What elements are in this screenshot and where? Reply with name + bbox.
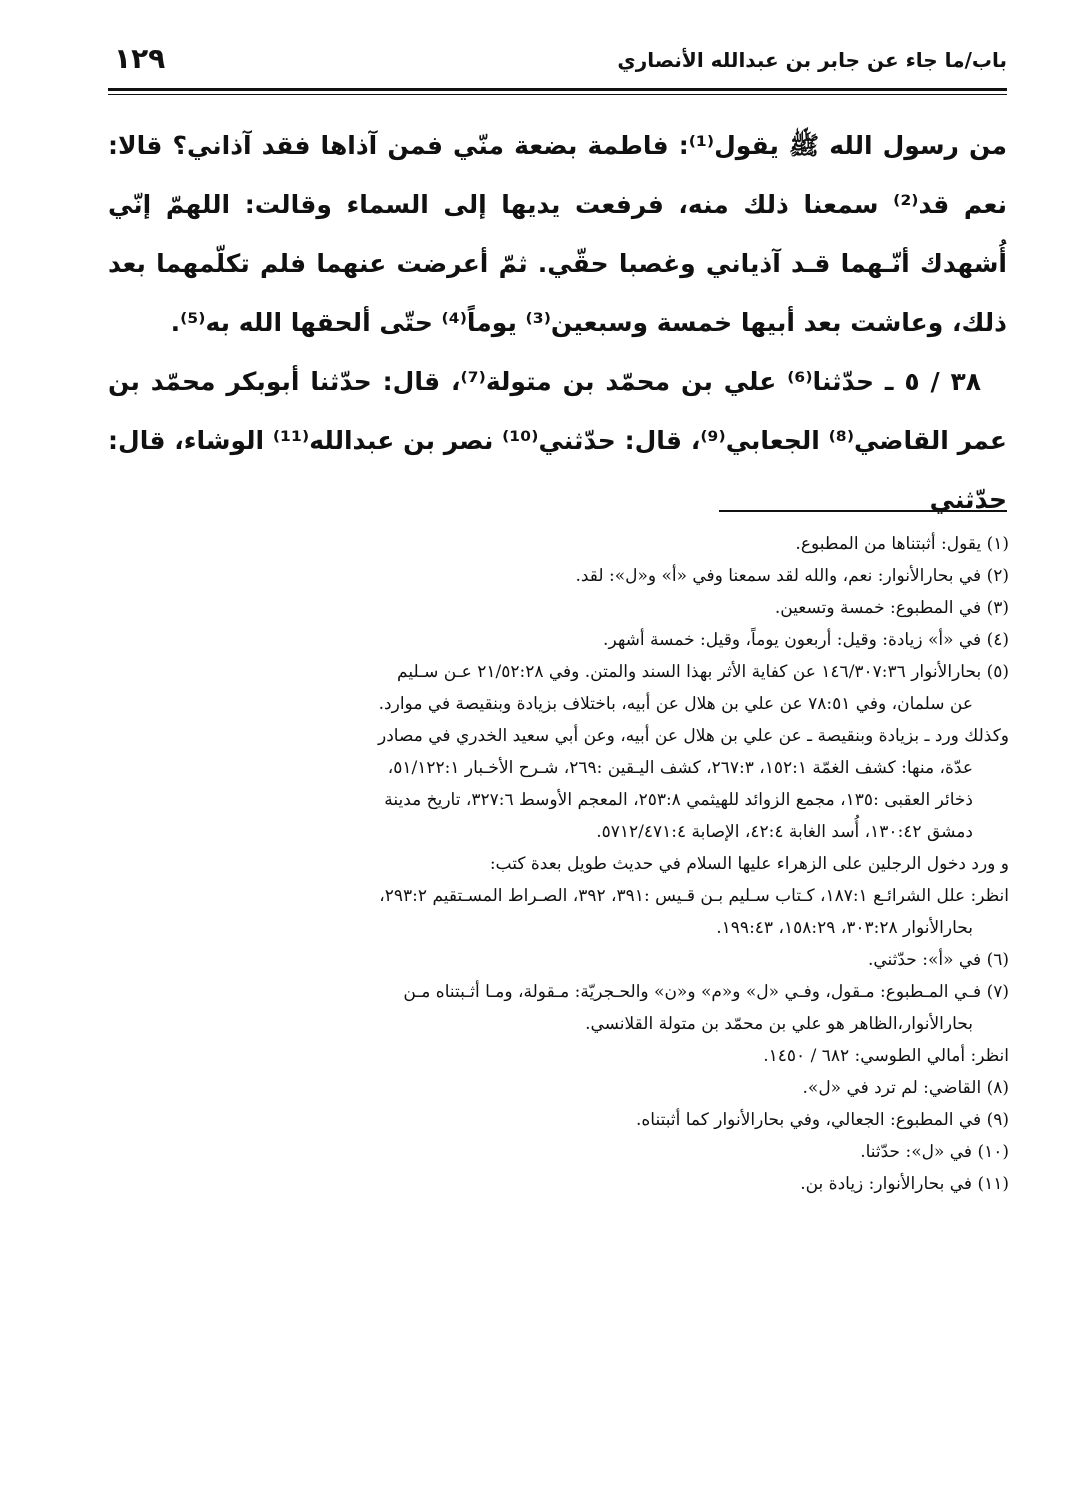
footnote: (٨) القاضي: لم ترد في «ل».: [802, 1078, 1009, 1098]
footnote: (٢) في بحارالأنوار: نعم، والله لقد سمعنا وفي «أ» و«ل»: لقد.: [575, 566, 1009, 586]
chapter-title: باب/ما جاء عن جابر بن عبدالله الأنصاري: [617, 48, 1007, 72]
footnote: (١٠) في «ل»: حدّثنا.: [860, 1142, 1009, 1162]
footnote: انظر: أمالي الطوسي: ٦٨٢ / ١٤٥٠.: [763, 1046, 1009, 1066]
footnote: (١١) في بحارالأنوار: زيادة بن.: [800, 1174, 1009, 1194]
main-text: [108, 116, 1007, 529]
main-paragraph: ٣٨ / ٥ ـ حدّثنا⁽⁶⁾ علي بن محمّد بن متولة⁽⁷⁾، قال: حدّثنا أبوبكر محمّد بن عمر القاضي⁽⁸⁾ الجعابي⁽⁹⁾، قال: حدّثني⁽¹⁰⁾ نصر بن عبدالله⁽¹¹⁾ الوشاء، قال: حدّثني: [108, 367, 1007, 514]
footnote: و ورد دخول الرجلين على الزهراء عليها السلام في حديث طويل بعدة كتب:: [489, 854, 1009, 874]
footnote-continuation: بحارالأنوار،الظاهر هو علي بن محمّد بن متولة القلانسي.: [585, 1014, 973, 1034]
footnote-continuation: عن سلمان، وفي ٧٨:٥١ عن علي بن هلال عن أبيه، باختلاف بزيادة وبنقيصة في موارد.: [378, 694, 973, 714]
footnotes: [108, 528, 1009, 1200]
footnote: (٩) في المطبوع: الجعالي، وفي بحارالأنوار كما أثبتناه.: [636, 1110, 1009, 1130]
running-header: [108, 40, 1007, 86]
footnote: انظر: علل الشرائـع ١٨٧:١، كـتاب سـليم بـن قـيس :٣٩١، ٣٩٢، الصـراط المسـتقيم ٢٩٣:٢،: [379, 886, 1009, 906]
footnote-continuation: ذخائر العقبى :١٣٥، مجمع الزوائد للهيثمي ٢٥٣:٨، المعجم الأوسط ٣٢٧:٦، تاريخ مدينة: [384, 790, 973, 810]
page-number: ١٢٩: [114, 42, 166, 75]
footnote: وكذلك ورد ـ بزيادة وبنقيصة ـ عن علي بن هلال عن أبيه، وعن أبي سعيد الخدري في مصادر: [378, 726, 1009, 746]
footnote-separator: [719, 510, 1007, 512]
footnote: (٥) بحارالأنوار ١٤٦/٣٠٧:٣٦ عن كفاية الأثر بهذا السند والمتن. وفي ٢١/٥٢:٢٨ عـن سـليم: [397, 662, 1009, 682]
footnote: (٤) في «أ» زيادة: وقيل: أربعون يوماً، وقيل: خمسة أشهر.: [603, 630, 1009, 650]
footnote: (٦) في «أ»: حدّثني.: [867, 950, 1009, 970]
footnote: (٣) في المطبوع: خمسة وتسعين.: [774, 598, 1009, 618]
footnote-continuation: بحارالأنوار ٣٠٣:٢٨، ١٥٨:٢٩، ١٩٩:٤٣.: [716, 918, 973, 938]
footnote-continuation: عدّة، منها: كشف الغمّة ١٥٢:١، ٢٦٧:٣، كشف اليـقين :٢٦٩، شـرح الأخـبار ٥١/١٢٢:١،: [387, 758, 973, 778]
footnote: (١) يقول: أثبتناها من المطبوع.: [795, 534, 1009, 554]
header-rule-thin: [108, 94, 1007, 95]
header-rule: [108, 88, 1007, 91]
footnote-continuation: دمشق ١٣٠:٤٢، أُسد الغابة ٤٢:٤، الإصابة ٥٧١٢/٤٧١:٤.: [596, 822, 973, 842]
main-paragraph: من رسول الله ﷺ يقول⁽¹⁾: فاطمة بضعة منّي فمن آذاها فقد آذاني؟ قالا: نعم قد⁽²⁾ سمعنا ذلك منه، فرفعت يديها إلى السماء وقالت: اللهمّ إنّي أُشهدك أنّـهما قـد آذياني وغصبا حقّي. ثمّ أعرضت عنهما فلم تكلّمهما بعد ذلك، وعاشت بعد أبيها خمسة وسبعين⁽³⁾ يوماً⁽⁴⁾ حتّى ألحقها الله به⁽⁵⁾.: [108, 131, 1008, 337]
footnote: (٧) فـي المـطبوع: مـقول، وفـي «ل» و«م» و«ن» والحـجريّة: مـقولة، ومـا أثـبتناه مـن: [403, 982, 1009, 1002]
